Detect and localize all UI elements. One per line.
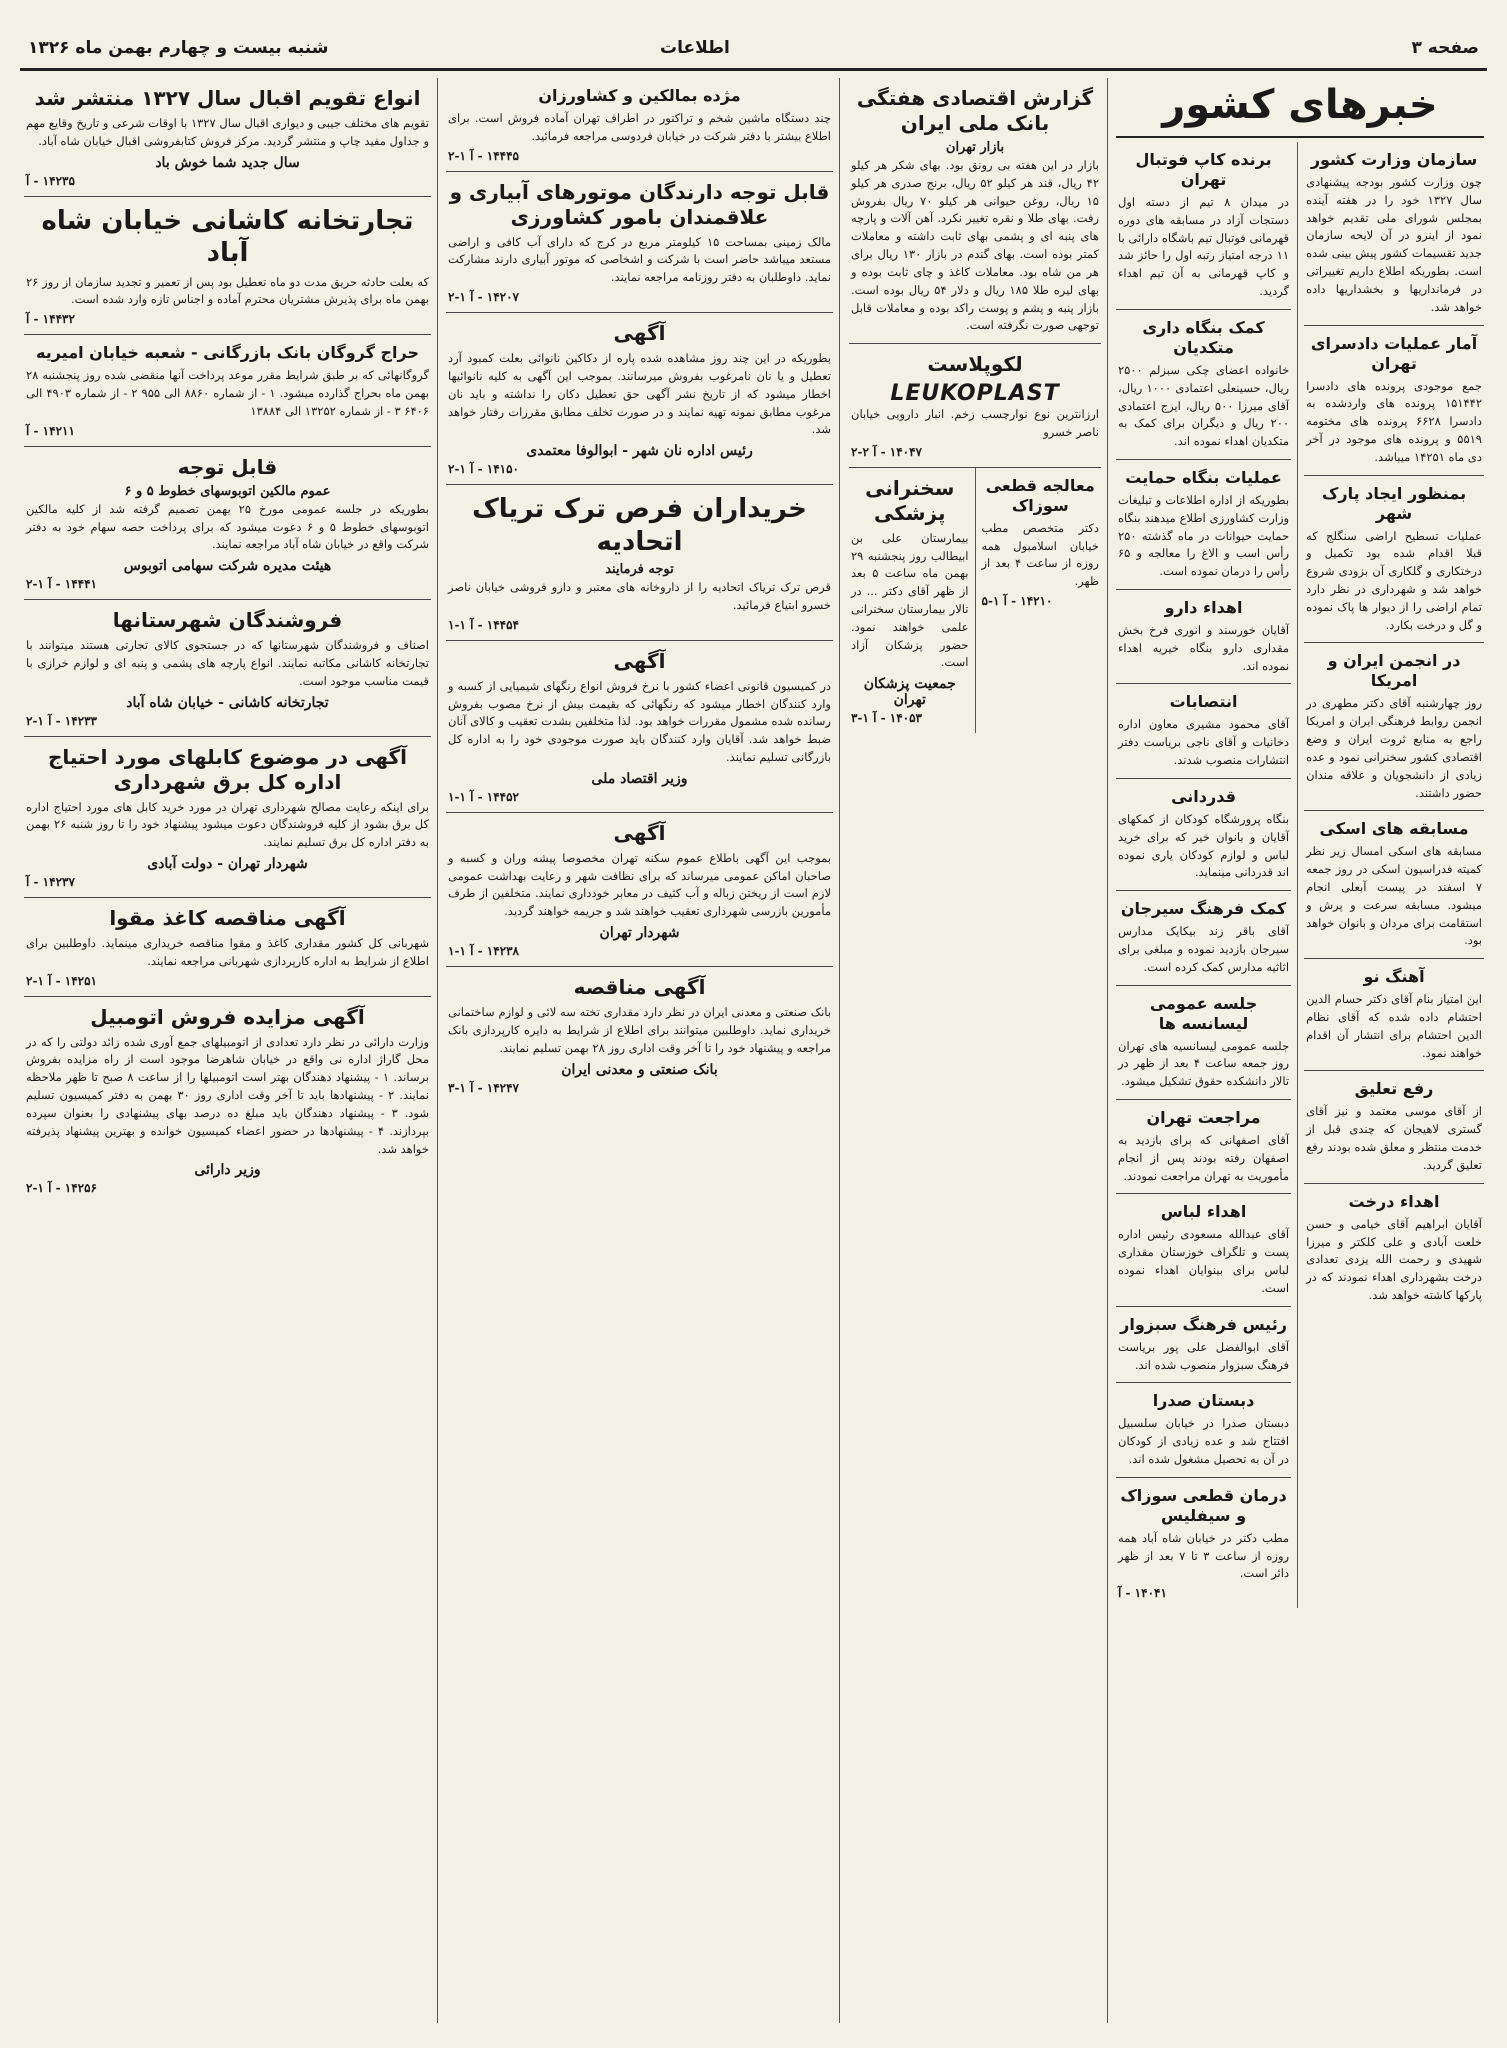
advertisement	[446, 967, 833, 1102]
ad-title: قابل توجه دارندگان موتورهای آبیاری و علاقمندان بامور کشاورزی	[449, 179, 830, 229]
ad-signature: وزیر اقتصاد ملی	[591, 770, 688, 787]
newspaper-name: اطلاعات	[660, 38, 730, 58]
ad-reference: ۱۴۰۴۱ - آ	[1118, 1586, 1167, 1601]
ad-body: که بعلت حادثه حریق مدت دو ماه تعطیل بود پس از تعمیر و تجدید سازمان از روز ۲۶ بهمن ماه برای پذیرش مشتریان محترم آماده و اجناس تازه وارد شده است.	[26, 274, 429, 307]
news-article	[1116, 590, 1291, 684]
article-title: رئیس فرهنگ سبزوار	[1120, 1314, 1287, 1334]
ad-body: بموجب این آگهی باطلاع عموم سکنه تهران مخصوصا پیشه وران و کسبه و صاحبان اماکن عمومی میرساند که برای نظافت شهر و رعایت بهداشت عمومی لازم است از ریختن زباله و آب کثیف در معابر خودداری نمایند. متخلفین از طرف مأمورین بازرسی شهرداری تعقیب خواهند شد و جریمه خواهند گردید.	[448, 850, 831, 919]
news-article	[1304, 1071, 1484, 1183]
ad-signature: سال جدید شما خوش باد	[155, 154, 300, 171]
ad-title: آگهی در موضوع کابلهای مورد احتیاج اداره کل برق شهرداری	[47, 744, 408, 794]
ad-body: بانک صنعتی و معدنی ایران در نظر دارد مقداری تخته سه لائی و لوازم ساختمانی خریداری نماید. داوطلبین میتوانند برای اطلاع از شرایط به دایره کارپردازی بانک مراجعه و پیشنهاد خود را تا آخر وقت اداری روز ۲۸ بهمن تسلیم نمایند.	[448, 1005, 831, 1055]
advertisement	[849, 344, 1101, 468]
ad-title: سخنرانی پزشکی	[865, 475, 955, 525]
ad-title: درمان قطعی سوزاک و سیفلیس	[1120, 1485, 1287, 1525]
article-body: از آقای موسی معتمد و نیز آقای گستری لاهیجان که چندی قبل از خدمت منتظر و معلق شده بودند رفع تعلیق گردید.	[1306, 1104, 1482, 1172]
advertisement	[446, 78, 833, 172]
article-title: دبستان صدرا	[1152, 1391, 1255, 1411]
ad-body: مالک زمینی بمساحت ۱۵ کیلومتر مربع در کرج که دارای آب کافی و اراضی مستعد میباشد حاضر است با شرکت و اشخاصی که موتور آبیاری دارند مشارکت نماید. داوطلبان به دفتر روزنامه مراجعه نمایند.	[448, 234, 831, 285]
ad-body: ارزانترین نوع نوارچسب زخم. انبار دارویی خیابان ناصر خسرو	[851, 407, 1099, 439]
ad-title: آگهی مناقصه	[573, 975, 706, 1000]
article-body: بنگاه پرورشگاه کودکان از کمکهای آقایان و بانوان خیر که برای خرید لباس و لوازم کودکان یاری نموده اند قدردانی مینماید.	[1118, 811, 1290, 880]
ad-signature: بانک صنعتی و معدنی ایران	[561, 1061, 718, 1078]
advertisement	[1116, 1478, 1291, 1608]
article-title: آهنگ نو	[1363, 967, 1425, 987]
ad-signature: تجارتخانه کاشانی - خیابان شاه آباد	[126, 694, 329, 711]
column-4	[440, 78, 840, 2023]
ad-subtitle: توجه فرمایند	[605, 562, 674, 578]
ad-signature: رئیس اداره نان شهر - ابوالوفا معتمدی	[526, 443, 753, 460]
ad-signature: شهردار تهران	[599, 925, 680, 942]
article-body: جمع موجودی پرونده های دادسرا ۱۵۱۴۴۲ پرونده های واردشده به دادسرا ۶۶۲۸ پرونده های مختومه ۵۵۱۹ و پرونده های موجود در آخر دی ماه ۱۴۲۵۱ میباشد.	[1306, 378, 1482, 464]
ad-reference: ۱۴۴۵۲ - آ ۱-۱	[448, 789, 519, 804]
ad-body: بطوریکه در این چند روز مشاهده شده پاره از دکاکین نانوائی بعلت کمبود آرد تعطیل و یا نان نامرغوب بفروش میرسانند. بموجب این آگهی به کلیه نانوائیها اخطار میشود که از تاریخ نشر آگهی حق تعطیل دکان را نداشته و باید نان مرغوب مطابق نمونه تهیه نمایند و در صورت تخلف مطابق مقررات رفتار خواهد شد.	[448, 351, 831, 437]
article-body: خانواده اعضای چکی سبزلم ۲۵۰۰ ریال، حسینعلی اعتمادی ۱۰۰۰ ریال، آقای میرزا ۵۰۰ ریال، ایرج اعتمادی ۲۰۰ ریال و دیگران برای کمک به متکدیان اهداء نموده اند.	[1118, 362, 1290, 449]
ad-body: اصناف و فروشندگان شهرستانها که در جستجوی کالای تجارتی هستند میتوانند با تجارتخانه کاشانی مکاتبه نمایند. انواع پارچه های پشمی و پنبه ای و لوازم خرازی با قیمت مناسب موجود است.	[26, 638, 429, 688]
ad-body: در کمیسیون قانونی اعضاء کشور با نرخ فروش انواع رنگهای شیمیایی از کسبه و وارد کنندگان اخطار میشود که رنگهائی که بقیمت بیش از نرخ مصوب بفروش رسانده شده مشمول مقررات خواهد بود. لذا متخلفین بشدت تعقیب و کالای آنان ضبط خواهد شد. آقایان وارد کنندگان باید صورت موجودی خود را به اداره کل بازرگانی تسلیم نمایند.	[448, 678, 831, 764]
article-body: آقای عبدالله مسعودی رئیس اداره پست و تلگراف خوزستان مقداری لباس برای بینوایان اهداء نموده است.	[1118, 1227, 1290, 1295]
ad-signature: شهردار تهران - دولت آبادی	[147, 856, 308, 872]
ad-reference: ۱۴۱۵۰ - آ ۱-۲	[448, 462, 519, 477]
advertisement	[446, 172, 833, 313]
ad-reference: ۱۴۲۳۳ - آ ۱-۲	[26, 713, 97, 728]
article-title: کمک فرهنگ سیرجان	[1120, 899, 1287, 919]
ad-body: قرص ترک تریاک اتحادیه را از داروخانه های معتبر و دارو فروشی خیابان ناصر خسرو ابتیاع فرمائید.	[448, 580, 831, 612]
ad-body: مطب دکتر در خیابان شاه آباد همه روزه از ساعت ۳ تا ۷ بعد از ظهر دائر است.	[1118, 1530, 1290, 1581]
article-title: اهداء لباس	[1160, 1202, 1247, 1222]
article-title: در انجمن ایران و امریکا	[1327, 651, 1461, 691]
article-body: آقای اصفهانی که برای بازدید به اصفهان رفته بودند پس از انجام مأموریت به تهران مراجعت نمودند.	[1118, 1133, 1290, 1183]
news-article	[1304, 1184, 1484, 1313]
ad-title: حراج گروگان بانک بازرگانی - شعبه خیابان امیریه	[36, 343, 419, 363]
advertisement	[980, 468, 1102, 616]
ad-reference: ۱۴۴۳۲ - آ	[26, 312, 75, 327]
article-title: برنده کاپ فوتبال تهران	[1135, 150, 1272, 189]
ad-reference: ۱۴۴۴۱ - آ ۱-۲	[26, 577, 97, 592]
section-title: خبرهای کشور	[1116, 80, 1484, 138]
news-article	[1116, 1307, 1291, 1384]
ad-title: آگهی مزایده فروش اتومبیل	[90, 1004, 365, 1029]
column-3	[843, 78, 1108, 2023]
ad-signature: وزیر دارائی	[194, 1162, 261, 1179]
ad-body: برای اینکه رعایت مصالح شهرداری تهران در مورد خرید کابل های مورد احتیاج اداره کل برق بشود از کلیه فروشندگان دعوت میشود پیشنهاد خود را تا روز شنبه ۲۶ بهمن به دفتر اداره کل برق تسلیم نمایند.	[26, 799, 429, 850]
news-article	[1116, 460, 1291, 590]
advertisement	[446, 813, 833, 967]
ad-signature: جمعیت پزشکان تهران	[863, 676, 956, 709]
ad-title: معالجه قطعی سوزاک	[985, 475, 1095, 515]
article-title: اهداء درخت	[1348, 1191, 1440, 1211]
ad-reference: ۱۴۴۵۴ - آ ۱-۱	[448, 617, 519, 632]
article-title: گزارش اقتصادی هفتگی بانک ملی ایران	[856, 86, 1094, 135]
advertisement	[24, 600, 431, 736]
ad-signature: هیئت مدیره شرکت سهامی اتوبوس	[123, 558, 332, 575]
ad-reference: ۱۴۲۳۸ - آ ۱-۱	[448, 944, 519, 959]
article-body: آقایان ابراهیم آقای خیامی و حسن خلعت آبادی و علی کلکتر و میرزا شهیدی و رحمت الله یزدی تعدادی درخت بشهرداری اهداء نمودند که در پارکها کاشته خواهد شد.	[1306, 1216, 1482, 1302]
advertisement	[24, 737, 431, 898]
article-title: بمنظور ایجاد پارک شهر	[1321, 483, 1467, 523]
article-title: قدردانی	[1171, 786, 1236, 806]
ad-title: آگهی	[613, 321, 666, 346]
ad-body: وزارت دارائی در نظر دارد تعدادی از اتومبیلهای جمع آوری شده زائد دولتی را که در محل گاراژ اداره نی واقع در خیابان شاهرضا موجود است از راه مزایده بفروش برساند. ۱ - پیشنهاد دهندگان بهتر است اتومبیلها را از ساعت ۸ صبح تا ظهر ملاحظه نمایند. ۲ - پیشنهادها باید تا آخر وقت اداری روز ۳۰ بهمن به دفتر کمیسیون تسلیم شود. ۳ - پیشنهاد دهندگان باید مبلغ ده درصد بهای پیشنهادی را بعنوان سپرده بپردازند. ۴ - پیشنهادها در حضور اعضاء کمیسیون خوانده و بهترین پیشنهاد پذیرفته خواهد شد.	[26, 1034, 430, 1156]
advertisement	[446, 485, 833, 641]
ad-title: انواع تقویم اقبال سال ۱۳۲۷ منتشر شد	[34, 86, 421, 110]
ad-reference: ۱۴۲۰۷ - آ ۱-۲	[448, 290, 519, 305]
advertisement	[24, 335, 431, 446]
page-number: صفحه ۳	[1411, 38, 1479, 58]
news-article	[849, 78, 1101, 344]
ad-title: فروشندگان شهرستانها	[112, 608, 343, 633]
news-article	[1304, 326, 1484, 476]
article-body: این امتیاز بنام آقای دکتر حسام الدین احتشام داده شده که آقای نظام الدین احتشام برای انتشار آن اقدام خواهند نمود.	[1306, 992, 1482, 1060]
news-article	[1116, 891, 1291, 985]
ad-body: شهربانی کل کشور مقداری کاغذ و مقوا مناقصه خریداری مینماید. داوطلبین برای اطلاع از شرایط به اداره کارپردازی شهربانی مراجعه نمایند.	[26, 936, 429, 968]
article-title: اهداء دارو	[1164, 598, 1243, 617]
ad-reference: ۱۴۰۵۳ - آ ۱-۳	[851, 711, 922, 726]
article-title: سازمان وزارت کشور	[1310, 150, 1478, 169]
article-title: رفع تعلیق	[1354, 1079, 1434, 1099]
ad-title: خریداران فرص ترک تریاک اتحادیه	[472, 494, 807, 557]
article-title: انتصابات	[1169, 692, 1238, 712]
ad-reference: ۱۴۴۴۵ - آ ۱-۲	[448, 148, 519, 163]
advertisement	[24, 898, 431, 997]
advertisement	[446, 313, 833, 485]
news-article	[1116, 1383, 1291, 1477]
article-title: عملیات بنگاه حمایت	[1125, 467, 1282, 487]
ad-title: تجارتخانه کاشانی خیابان شاه آباد	[41, 205, 414, 269]
news-article	[1304, 142, 1484, 326]
ad-body: چند دستگاه ماشین شخم و تراکتور در اطراف تهران آماده فروش است. برای اطلاع بیشتر با دفتر شرکت در خیابان فردوسی مراجعه فرمائید.	[448, 111, 831, 143]
article-title: مسابقه های اسکی	[1319, 819, 1469, 839]
article-title: کمک بنگاه داری متکدیان	[1142, 317, 1265, 357]
article-body: آقای محمود مشیری معاون اداره دخانیات و آقای ناجی بریاست دفتر انتشارات منصوب شدند.	[1118, 717, 1290, 768]
ad-body: تقویم های مختلف جیبی و دیواری اقبال سال ۱۳۲۷ با اوقات شرعی و تاریخ وقایع مهم و جداول مفید چاپ و منتشر گردید. مرکز فروش کتابفروشی اقبال خیابان شاه آباد.	[26, 116, 429, 148]
ad-reference: ۱۴۲۱۰ - آ ۱-۵	[981, 594, 1053, 608]
ad-reference: ۱۴۲۱۱ - آ	[26, 423, 75, 438]
column-1	[1110, 78, 1490, 2023]
ad-reference: ۱۴۰۴۷ - آ ۲-۲	[851, 444, 922, 459]
news-article	[1116, 310, 1291, 460]
advertisement	[24, 447, 431, 600]
article-body: دبستان صدرا در خیابان سلسبیل افتتاح شد و عده زیادی از کودکان در آن به تحصیل مشغول شده اند.	[1118, 1416, 1290, 1466]
article-subtitle: بازار تهران	[945, 140, 1005, 155]
column-5	[18, 78, 438, 2023]
advertisement	[24, 78, 431, 197]
advertisement	[446, 641, 833, 813]
ad-reference: ۱۴۲۳۵ - آ	[26, 173, 75, 188]
news-article	[1304, 643, 1484, 811]
advertisement	[24, 197, 431, 336]
news-article	[1116, 1100, 1291, 1194]
ad-reference: ۱۴۲۵۶ - آ ۱-۲	[26, 1181, 97, 1196]
ad-title: لکوپلاست	[927, 352, 1023, 377]
ad-reference: ۱۴۲۴۷ - آ ۱-۳	[448, 1080, 519, 1095]
news-article	[1304, 811, 1484, 959]
ad-body: بیمارستان علی بن ابیطالب روز پنجشنبه ۲۹ بهمن ماه ساعت ۵ بعد از ظهر آقای دکتر ... در تالار بیمارستان سخنرانی علمی خواهند نمود. حضور پزشکان آزاد است.	[851, 530, 969, 670]
ad-title: آگهی مناقصه کاغذ مقوا	[109, 906, 346, 930]
article-body: در میدان ۸ تیم از دسته اول دستجات آزاد در مسابقه های دوره قهرمانی فوتبال تیم باشگاه دارائی با ۱۱ درجه امتیاز رتبه اول را حائز شد و کاپ قهرمانی به آن تیم اهداء گردید.	[1118, 195, 1290, 299]
news-article	[1116, 779, 1291, 891]
ad-title: مژده بمالکین و کشاورزان	[538, 86, 741, 105]
ad-reference: ۱۴۲۵۱ - آ ۱-۲	[26, 973, 97, 988]
news-article	[1116, 1194, 1291, 1306]
ad-title: آگهی	[613, 648, 666, 673]
article-body: آقایان خورسند و انوری فرخ بخش مقداری دارو بنگاه خیریه اهداء نموده اند.	[1118, 623, 1290, 673]
article-body: مسابقه های اسکی امسال زیر نظر کمیته فدراسیون اسکی در روز جمعه ۷ اسفند در پیست آبعلی انجام میشود. مسابقه سرعت و پرش و استقامت برای مردان و بانوان خواهد بود.	[1306, 844, 1482, 948]
page-header	[20, 28, 1487, 71]
ad-subtitle: عموم مالکین اتوبوسهای خطوط ۵ و ۶	[124, 483, 331, 499]
issue-date: شنبه بیست و چهارم بهمن ماه ۱۳۲۶	[28, 38, 329, 58]
article-body: بطوریکه از اداره اطلاعات و تبلیغات وزارت کشاورزی اطلاع میدهند بنگاه حمایت حیوانات در ماه گذشته ۲۵۰ رأس اسب و الاغ را معالجه و ۶۵ رأس را درمان نموده است.	[1118, 492, 1290, 579]
news-article	[1116, 684, 1291, 778]
article-title: مراجعت تهران	[1146, 1108, 1261, 1127]
ad-reference: ۱۴۲۳۷ - آ	[26, 875, 75, 889]
article-body: جلسه عمومی لیسانسیه های تهران روز جمعه ساعت ۴ بعد از ظهر در تالار دانشکده حقوق تشکیل میشود.	[1118, 1038, 1290, 1089]
ad-title: قابل توجه	[177, 454, 278, 479]
news-article	[1116, 986, 1291, 1100]
news-article	[1116, 142, 1291, 310]
news-article	[1304, 476, 1484, 644]
article-title: جلسه عمومی لیسانسه ها	[1149, 993, 1258, 1033]
article-body: عملیات تسطیح اراضی سنگلج که قبلا اقدام شده بود تکمیل و درختکاری و گلکاری آن بزودی شروع خواهد شد و شهرداری در نظر دارد تمام اراضی را از دیوار ها پاک نموده و گل و درخت بکارد.	[1306, 528, 1482, 632]
article-body: چون وزارت کشور بودجه پیشنهادی سال ۱۳۲۷ خود را در هفته آینده بمجلس شورای ملی تقدیم خواهد نمود از اینرو در آن لایحه سازمان جدید تقسیمات کشور پیش بینی شده است. بطوریکه اطلاع داریم تغییراتی در فرمانداریها و بخشداریها داده خواهد شد.	[1306, 175, 1482, 314]
ad-title: آگهی	[613, 820, 666, 845]
article-body: آقای باقر زند بیکایک مدارس سیرجان بازدید نموده و مبلغی برای اثاثیه مدارس کمک کرده است.	[1118, 924, 1290, 974]
article-body: آقای ابوالفضل علی پور بریاست فرهنگ سبزوار منصوب شده اند.	[1118, 1339, 1290, 1372]
brand-logo: LEUKOPLAST	[890, 381, 1060, 407]
article-title: آمار عملیات دادسرای تهران	[1310, 333, 1478, 373]
advertisement	[849, 468, 971, 734]
ad-body: بطوریکه در جلسه عمومی مورخ ۲۵ بهمن تصمیم گرفته شد از کلیه مالکین اتوبوسهای خطوط ۵ و ۶ دعوت میشود که برای پرداخت حصه سهام خود به دفتر شرکت واقع در خیابان شاه آباد مراجعه نمایند.	[26, 501, 429, 552]
advertisement	[24, 997, 431, 1204]
article-body: روز چهارشنبه آقای دکتر مطهری در انجمن روابط فرهنگی ایران و امریکا راجع به منابع ثروت ایران و وضع اقتصادی کشور سخنرانی نمود و عده زیادی از دانشجویان و علاقه مندان حضور داشتند.	[1306, 696, 1482, 800]
ad-body: گروگانهائی که بر طبق شرایط مقرر موعد پرداخت آنها منقضی شده روز پنجشنبه ۲۸ بهمن ماه بحراج گذارده میشود. ۱ - از شماره ۸۸۶۰ الی ۹۵۵ ۲ - از شماره ۴۹۰۳ الی ۶۴۰۶ ۳ - از شماره ۱۳۲۵۲ الی ۱۳۸۸۴	[26, 368, 429, 418]
ad-body: دکتر متخصص مطب خیابان اسلامبول همه روزه از ساعت ۴ بعد از ظهر.	[981, 520, 1099, 589]
news-article	[1304, 959, 1484, 1071]
article-body: بازار در این هفته بی رونق بود. بهای شکر هر کیلو ۴۲ ریال، قند هر کیلو ۵۲ ریال، برنج صدری هر کیلو ۱۵ ریال، روغن حیوانی هر کیلو ۷۰ ریال بفروش رفت. بهای طلا و نقره تغییر نکرد. آهن آلات و پارچه های پنبه ای و پشمی بهای ثابت داشته و معاملات کمتر بوده است. بهای گندم در بازار ۱۳۰ ریال برای هر من شاه بود. معاملات کاغذ و چای ثابت بوده و بهای لیره طلا ۱۸۵ ریال و دلار ۵۴ ریال بوده است. بازار پنبه و پشم و پوست راکد بوده و معاملات قابل توجهی صورت نگرفته است.	[851, 158, 1099, 333]
